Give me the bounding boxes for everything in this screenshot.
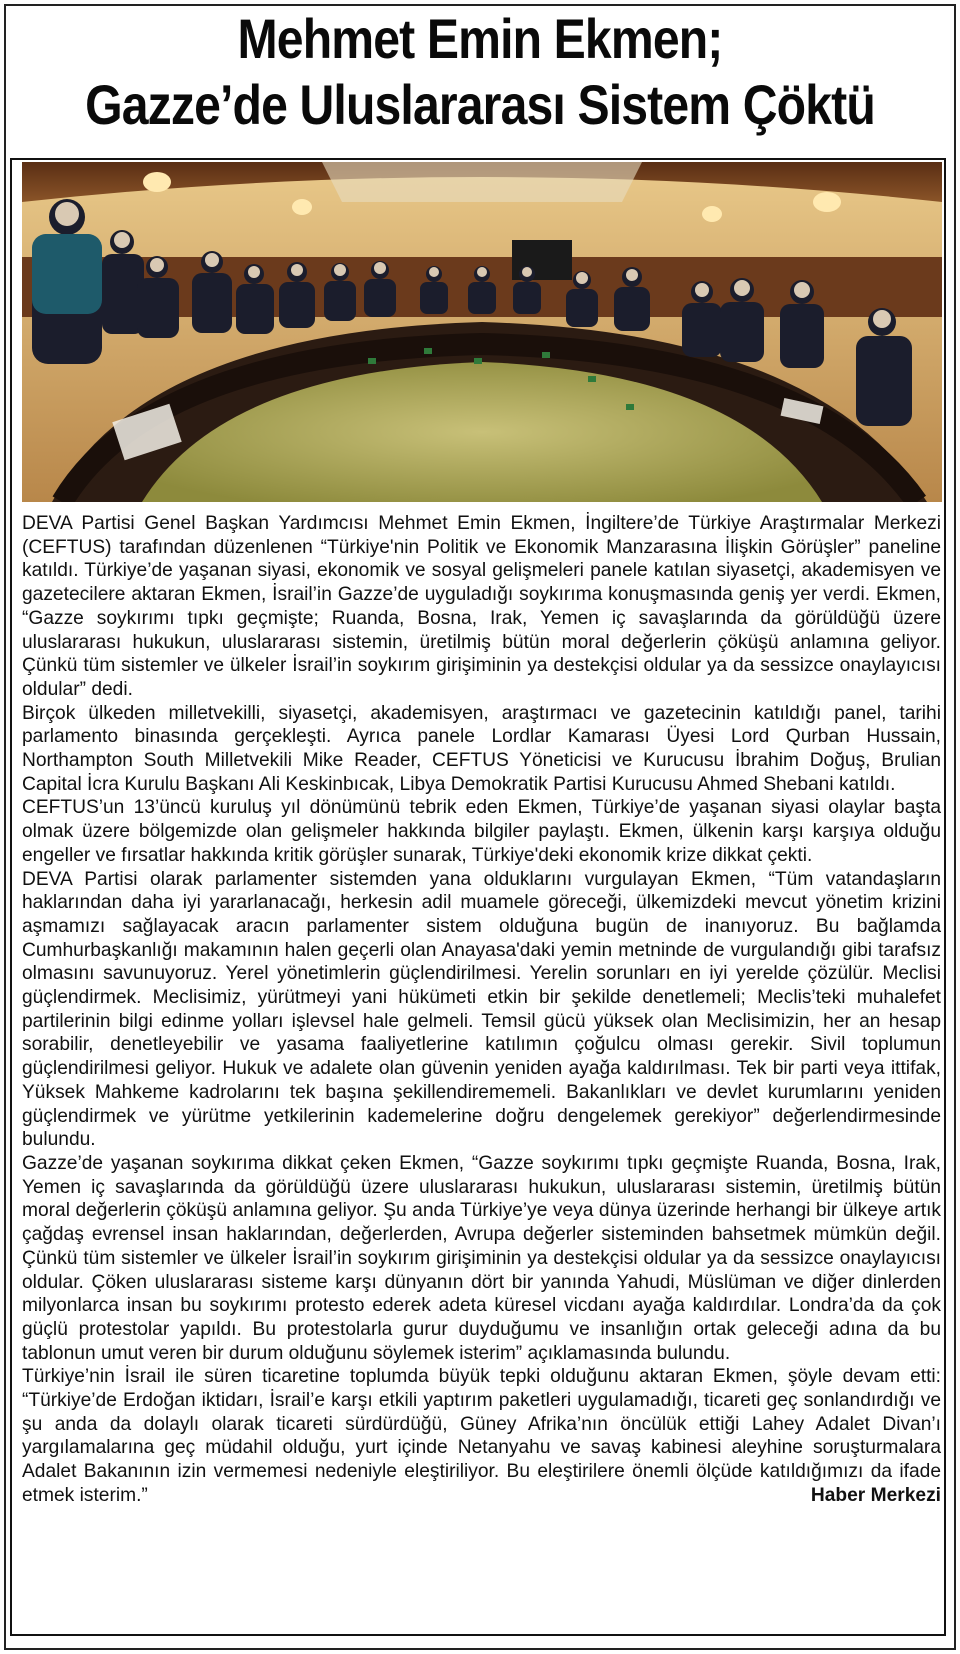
article-paragraph-3: CEFTUS’un 13’üncü kuruluş yıl dönümünü tebrik eden Ekmen, Türkiye’de yaşanan siyasi olaylar başta olmak üzere bölgemizde olan gelişmeler hakkında bilgiler paylaştı. Ekmen, ülkenin karşı karşıya olduğu engeller ve fırsatlar hakkında kritik görüşler sunarak, Türkiye'deki ekonomik krize dikkat çekti. (22, 797, 941, 866)
headline (0, 6, 960, 138)
headline-line-2: Gazze’de Uluslararası Sistem Çöktü (85, 73, 875, 136)
article-paragraph-5: Gazze’de yaşanan soykırıma dikkat çeken Ekmen, “Gazze soykırımı tıpkı geçmişte Ruanda, Bosna, Irak, Yemen iç savaşlarında da görüldüğü üzere uluslararası hukukun, uluslararası sistemin, üretilmiş bütün moral değerlerin çöküşü anlamına geliyor. Şu anda Türkiye’ye veya dünya üzerinde herhangi bir ülkeye artık çağdaş evrensel insan haklarından, değerlerden, Avrupa değerler sisteminden bahsetmek mümkün değil. Çünkü tüm sistemler ve ülkeler İsrail’in soykırım girişiminin ya destekçisi oldular ya da sessizce onaylayıcısı oldular. Çöken uluslararası sisteme karşı dünyanın dört bir yanında Yahudi, Müslüman ve diğer dinlerden milyonlarca insan bu soykırımı protesto ederek adeta küresel vicdanı ayağa kaldırdılar. Londra’da da çok güçlü protestolar yapıldı. Bu protestolarla gurur duyduğumu ve insanlığın ortak geleceği adına da bu tablonun umut veren bir durum olduğunu söylemek isterim” açıklamasında bulundu. (22, 1152, 941, 1364)
article-paragraph-6: Türkiye’nin İsrail ile süren ticaretine toplumda büyük tepki olduğunu aktaran Ekmen, şöyle devam etti: “Türkiye’de Erdoğan iktidarı, İsrail’e karşı etkili yaptırım paketleri uygulamadığı, ticareti geç sonlandırdığı ve şu anda da dolaylı olarak ticareti sürdürdüğü, Güney Afrika’nın öncülük ettiği Lahey Adalet Divan’ı yargılamalarına geç müdahil olduğu, yurt içinde Netanyahu ve savaş kabinesi aleyhine soruşturmalara Adalet Bakanının izin vermemesi nedeniyle eleştiriliyor. Bu eleştirilere önemli ölçüde katıldığımızı da ifade etmek isterim.” (22, 1366, 941, 1506)
headline-line-1: Mehmet Emin Ekmen; (237, 7, 723, 70)
article-paragraph-2: Birçok ülkeden milletvekilli, siyasetçi, akademisyen, araştırmacı ve gazetecinin katıldığı panel, tarihi parlamento binasında gerçekleşti. Ayrıca panele Lordlar Kamarası Üyesi Lord Qurban Hussain, Northampton South Milletvekili Mike Reader, CEFTUS Yöneticisi ve Kurucusu İbrahim Doğuş, Brulian Capital İcra Kurulu Başkanı Ali Keskinbıcak, Libya Demokratik Partisi Kurucusu Ahmed Shebani katıldı. (22, 702, 941, 795)
photo-illustration (22, 162, 942, 502)
article-credit: Haber Merkezi (810, 1484, 941, 1506)
meeting-room-photo (22, 162, 942, 502)
article-paragraph-4: DEVA Partisi olarak parlamenter sistemden yana olduklarını vurgulayan Ekmen, “Tüm vatandaşların haklarından daha iyi yararlanacağı, herkesin adil muamele göreceği, ülkemizdeki mevcut yönetim krizini aşmamızı sağlayacak aracın parlamenter sistem olduğuna bugün de inanıyoruz. Bu bağlamda Cumhurbaşkanlığı makamının halen geçerli olan Anayasa'daki yemin metninde de vurgulandığı gibi tarafsız olmasını savunuyoruz. Yerel yönetimlerin güçlendirilmesi. Yerelin sorunları en iyi yerelde çözülür. Meclisi güçlendirmek. Meclisimiz, yürütmeyi yani hükümeti etkin bir şekilde denetlemeli; Meclis’teki muhalefet partilerinin bilgi edinme yolları işlevsel hale gelmeli. Temsil gücü yüksek olan Meclisimizin, her an hesap sorabilir, denetleyebilir ve yasama faaliyetlerine katılımın çoğulcu olması gerekir. Sivil toplumun güçlendirilmesi geliyor. Hukuk ve adalete olan güvenin yeniden ayağa kaldırılması. Tek bir parti veya ittifak, Yüksek Mahkeme kadrolarını tek başına şekillendirememeli. Bakanlıkları ve devlet kurumlarını yeniden güçlendirmek ve yürütme yetkilerinin kademelerine doğru dengelemek gerekiyor” değerlendirmesinde bulundu. (22, 868, 941, 1151)
article-paragraph-1: DEVA Partisi Genel Başkan Yardımcısı Mehmet Emin Ekmen, İngiltere’de Türkiye Araştırmalar Merkezi (CEFTUS) tarafından düzenlenen “Türkiye'nin Politik ve Ekonomik Manzarasına İlişkin Görüşler” paneline katıldı. Türkiye’de yaşanan siyasi, ekonomik ve sosyal gelişmeleri panele katılan siyasetçi, akademisyen ve gazetecilere aktaran Ekmen, İsrail’in Gazze’de uyguladığı soykırıma konuşmasında geniş yer verdi. Ekmen, “Gazze soykırımı tıpkı geçmişte; Ruanda, Bosna, Irak, Yemen iç savaşlarında da görüldüğü üzere uluslararası hukukun, uluslararası sistemin, üretilmiş bütün moral değerlerin çöküşü anlamına geliyor. Çünkü tüm sistemler ve ülkeler İsrail’in soykırım girişiminin ya destekçisi oldular ya da sessizce onaylayıcısı oldular” dedi. (22, 513, 941, 700)
article-body (22, 512, 941, 1508)
